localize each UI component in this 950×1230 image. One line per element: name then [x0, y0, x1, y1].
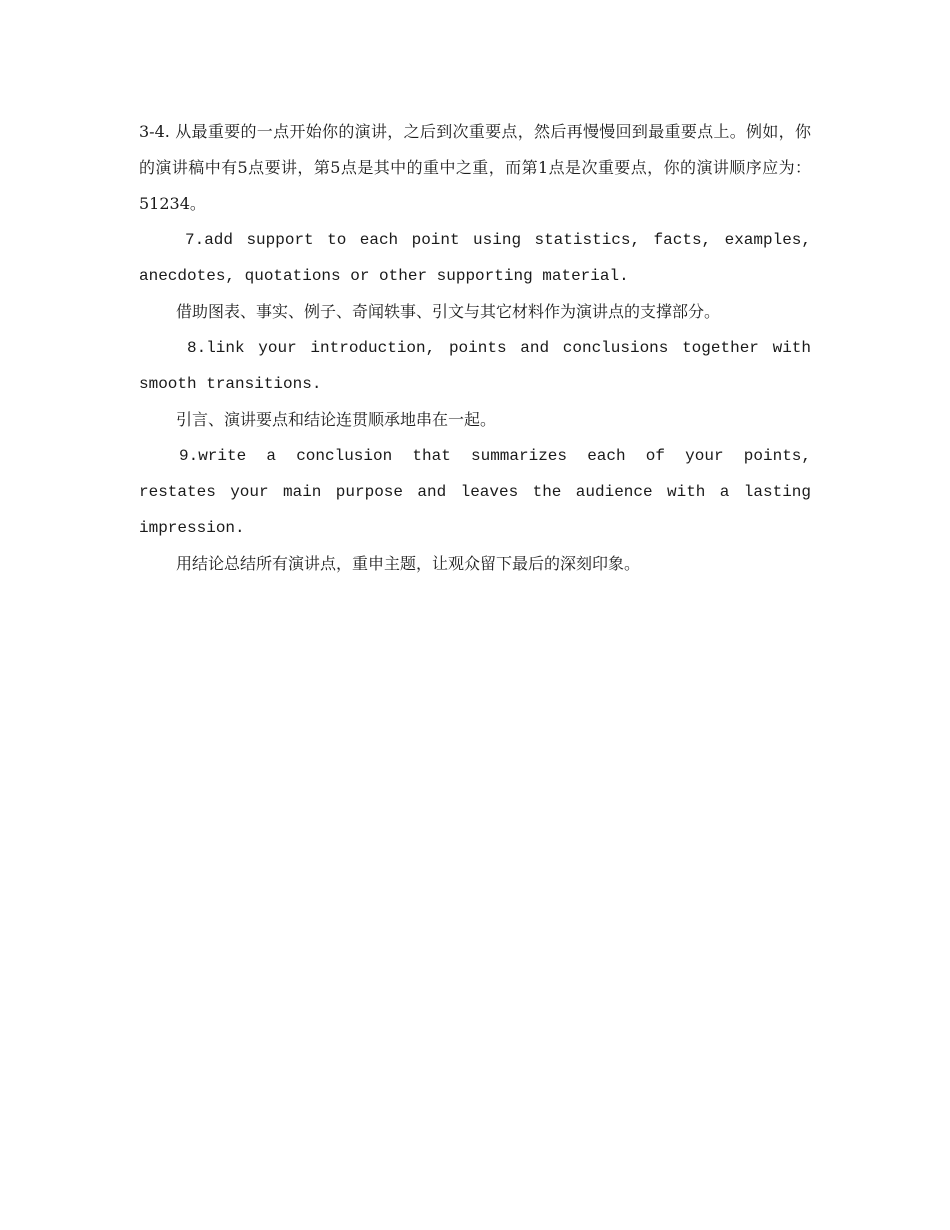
paragraph-step-9-english: 9.write a conclusion that summarizes each of your points, restates your main purpose and leaves the audience with a lasting impression. — [139, 447, 811, 537]
paragraph-step-8-english: 8.link your introduction, points and conclusions together with smooth transitions. — [139, 339, 811, 393]
paragraph-step-7-english: 7.add support to each point using statistics, facts, examples, anecdotes, quotations or other supporting material. — [139, 231, 811, 285]
paragraph-step-7-chinese: 借助图表、事实、例子、奇闻轶事、引文与其它材料作为演讲点的支撑部分。 — [176, 302, 721, 321]
paragraph-step-8-chinese: 引言、演讲要点和结论连贯顺承地串在一起。 — [176, 410, 497, 429]
paragraph-step-9-chinese: 用结论总结所有演讲点，重申主题，让观众留下最后的深刻印象。 — [176, 554, 641, 573]
document-body — [139, 114, 811, 582]
paragraph-step-3-4: 3-4. 从最重要的一点开始你的演讲，之后到次重要点，然后再慢慢回到最重要点上。例如，你的演讲稿中有5点要讲，第5点是其中的重中之重，而第1点是次重要点，你的演讲顺序应为：51234。 — [139, 122, 811, 213]
